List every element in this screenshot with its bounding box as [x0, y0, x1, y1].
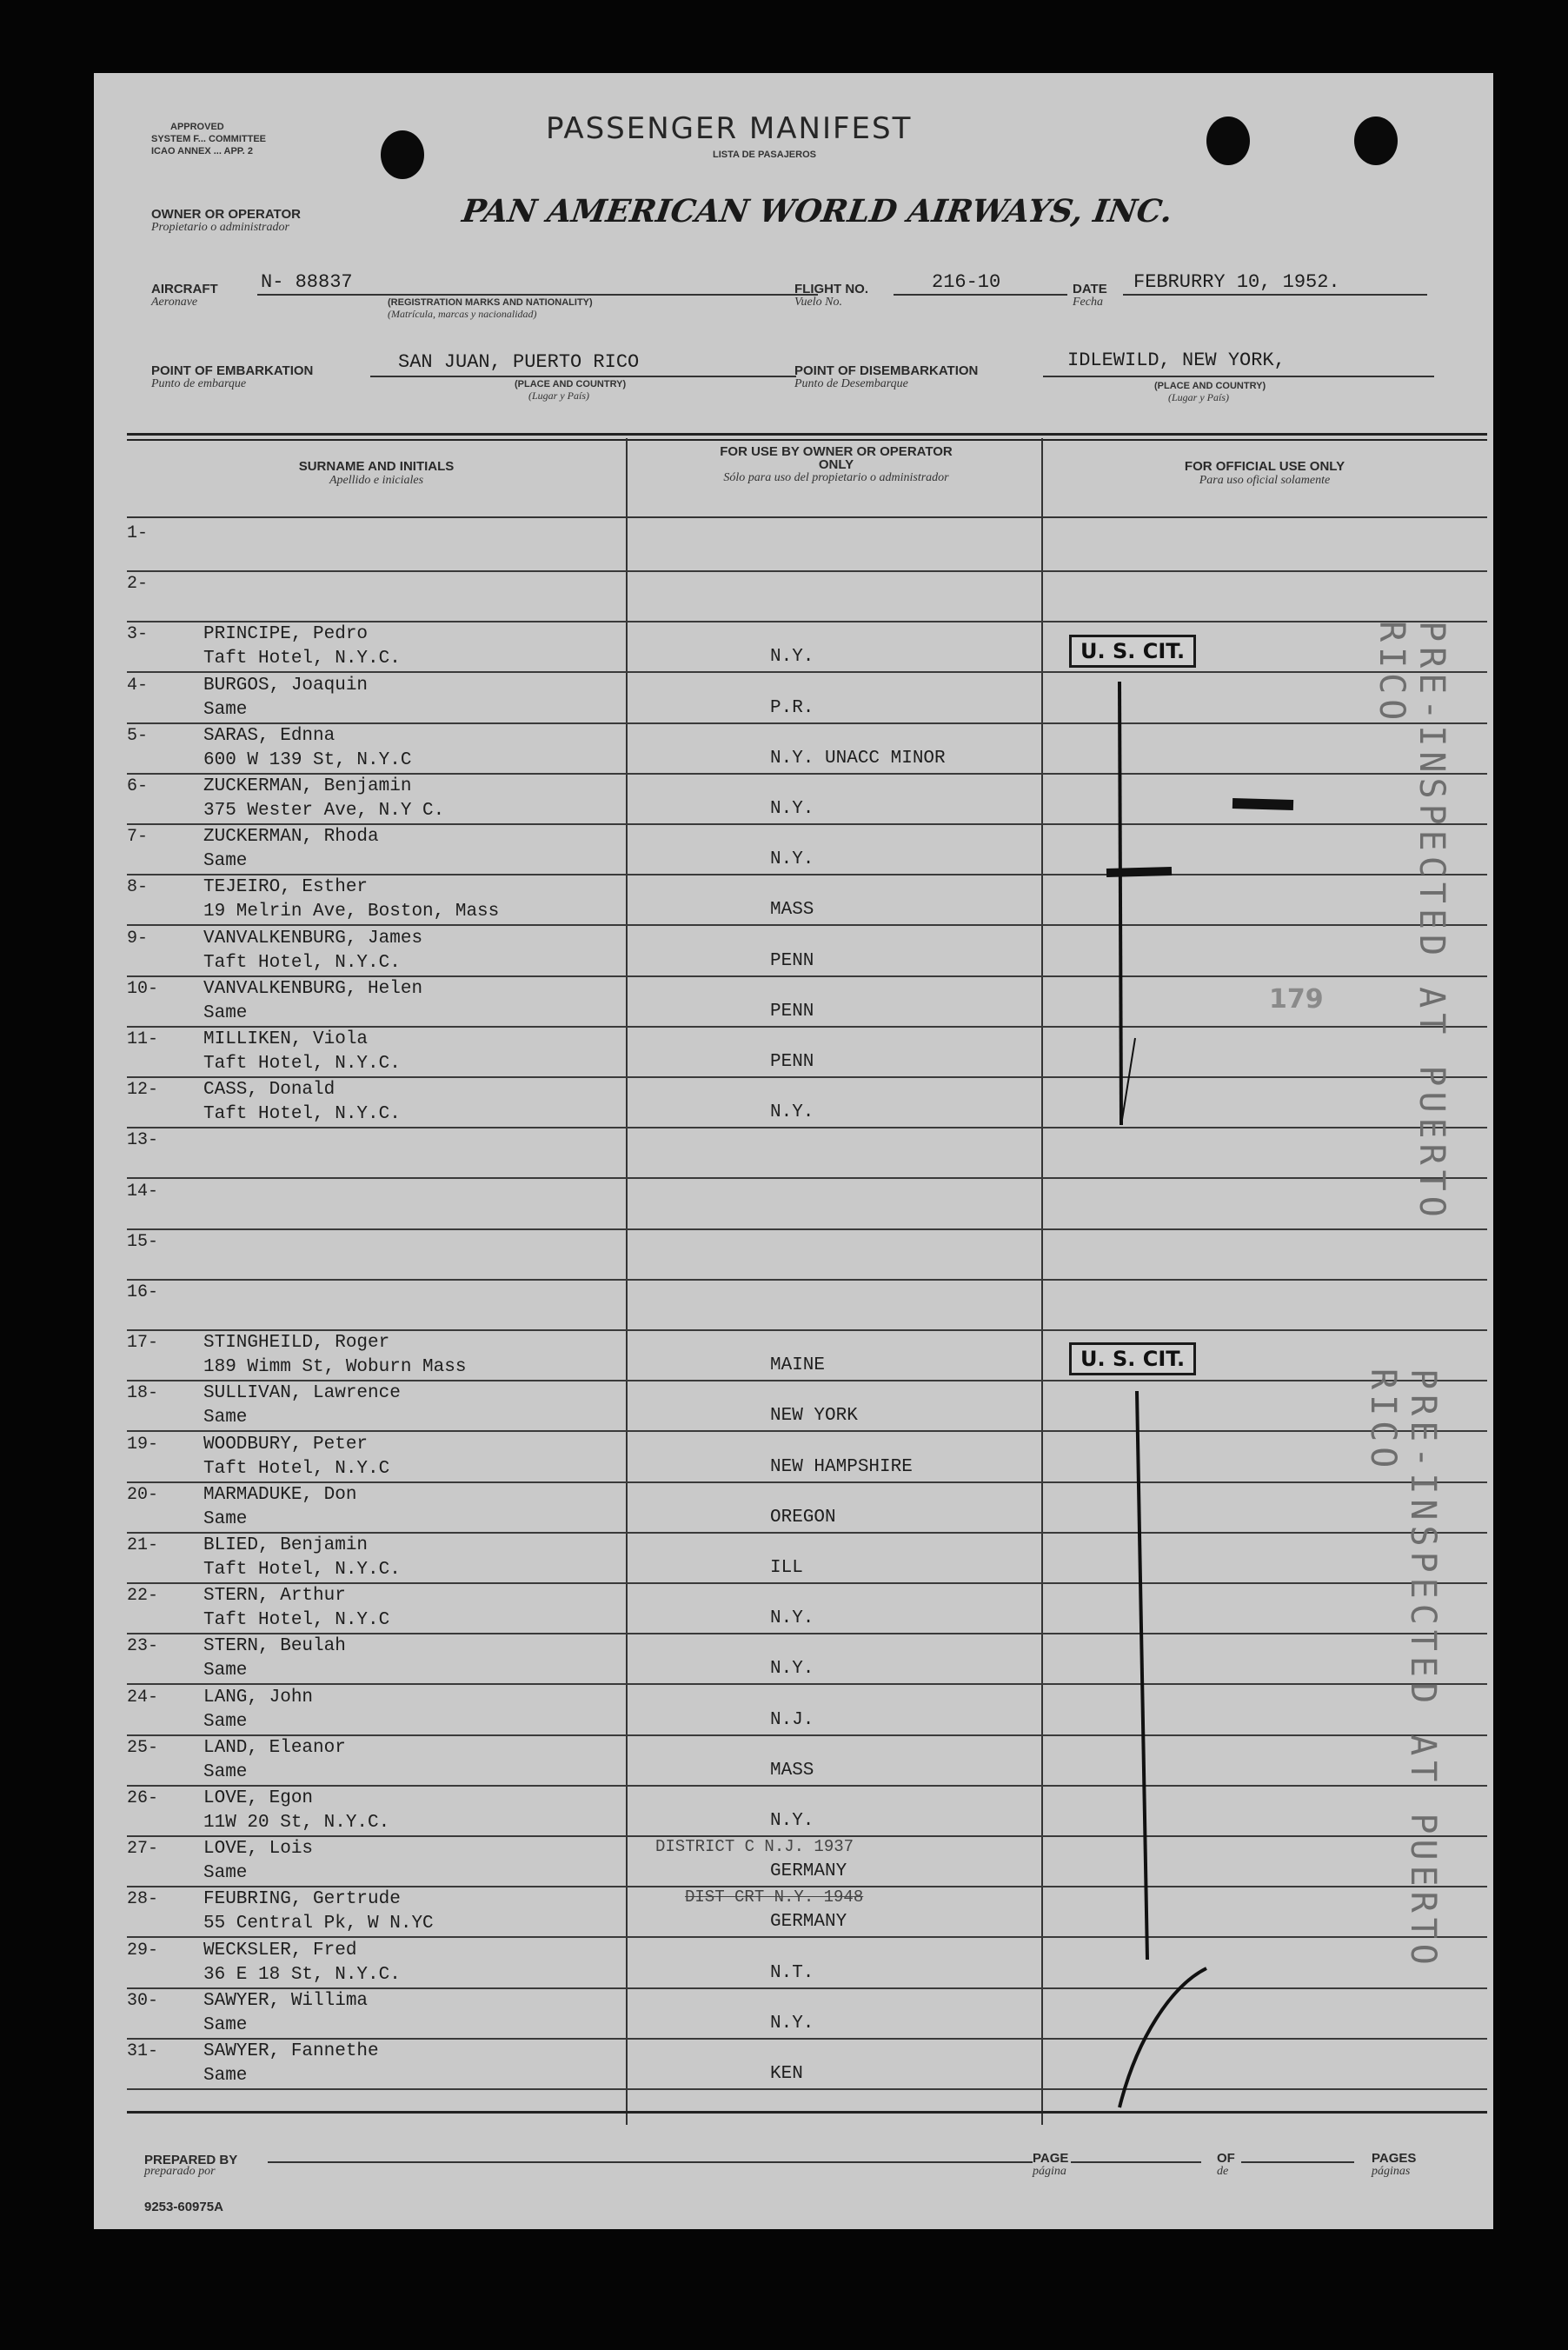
row-number: 21-	[127, 1535, 159, 1555]
page-number-mark: 179	[1269, 984, 1324, 1015]
passenger-name: ZUCKERMAN, Benjamin 375 Wester Ave, N.Y C.	[203, 776, 445, 821]
row-number: 13-	[127, 1130, 159, 1151]
passenger-state: KEN	[770, 2064, 803, 2084]
passenger-state: N.Y.	[770, 1608, 814, 1629]
prepared-label-es: preparado por	[144, 2165, 216, 2178]
passenger-state: MAINE	[770, 1355, 826, 1376]
registration-note-es: (Matrícula, marcas y nacionalidad)	[388, 308, 537, 320]
registration-note: (REGISTRATION MARKS AND NATIONALITY)	[388, 297, 593, 308]
disembark-label-es: Punto de Desembarque	[794, 377, 908, 390]
passenger-name: STERN, Arthur Taft Hotel, N.Y.C	[203, 1586, 390, 1631]
passenger-state: N.T.	[770, 1962, 814, 1983]
approval-line-1: APPROVED	[170, 122, 224, 132]
passenger-name: FEUBRING, Gertrude 55 Central Pk, W N.YC	[203, 1889, 434, 1934]
col1-header-text: SURNAME AND INITIALS	[298, 459, 455, 474]
passenger-name: WECKSLER, Fred 36 E 18 St, N.Y.C.	[203, 1940, 401, 1985]
passenger-name: BURGOS, Joaquin Same	[203, 675, 369, 720]
passenger-state: PENN	[770, 950, 814, 971]
date-label-es: Fecha	[1073, 296, 1103, 309]
row-number: 14-	[127, 1181, 159, 1202]
col2-header-text: FOR USE BY OWNER OR OPERATOR ONLY	[720, 444, 953, 472]
approval-line-2: SYSTEM F... COMMITTEE	[151, 134, 267, 144]
disembark-value: IDLEWILD, NEW YORK,	[1067, 350, 1286, 371]
passenger-name: SAWYER, Willima Same	[203, 1990, 369, 2035]
approval-line-3: ICAO ANNEX ... APP. 2	[151, 146, 253, 156]
row-number: 1-	[127, 523, 149, 543]
district-annotation: DIST CRT N.Y. 1948	[685, 1887, 864, 1907]
row-number: 24-	[127, 1687, 159, 1708]
passenger-state: PENN	[770, 1052, 814, 1072]
col3-header-es: Para uso oficial solamente	[1199, 474, 1331, 487]
passenger-state: N.Y.	[770, 799, 814, 819]
flight-label-es: Vuelo No.	[794, 296, 842, 309]
row-number: 19-	[127, 1434, 159, 1455]
aircraft-value: N- 88837	[261, 271, 353, 293]
passenger-name: ZUCKERMAN, Rhoda Same	[203, 827, 379, 872]
passenger-state: MASS	[770, 900, 814, 921]
date-label: DATE	[1073, 282, 1107, 296]
of-label: OF	[1217, 2151, 1235, 2166]
row-number: 28-	[127, 1889, 159, 1910]
col1-header-es: Apellido e iniciales	[329, 474, 424, 487]
passenger-state: N.Y.	[770, 849, 814, 870]
passenger-name: LANG, John Same	[203, 1687, 314, 1732]
passenger-name: LAND, Eleanor Same	[203, 1737, 346, 1782]
row-number: 25-	[127, 1737, 159, 1758]
col3-header-text: FOR OFFICIAL USE ONLY	[1184, 459, 1345, 474]
passenger-name: MILLIKEN, Viola Taft Hotel, N.Y.C.	[203, 1029, 401, 1074]
passenger-state: N.Y.	[770, 647, 814, 668]
passenger-state: OREGON	[770, 1507, 836, 1528]
passenger-name: STINGHEILD, Roger 189 Wimm St, Woburn Mass	[203, 1333, 467, 1378]
aircraft-label-es: Aeronave	[151, 296, 198, 309]
passenger-state: N.J.	[770, 1709, 814, 1730]
passenger-state: N.Y.	[770, 1811, 814, 1831]
passenger-state: MASS	[770, 1760, 814, 1781]
disembark-place-note: (PLACE AND COUNTRY)	[1154, 381, 1266, 391]
date-value: FEBRURRY 10, 1952.	[1133, 271, 1340, 293]
passenger-name: SARAS, Ednna 600 W 139 St, N.Y.C	[203, 725, 412, 770]
owner-label: OWNER OR OPERATOR	[151, 207, 301, 222]
passenger-name: WOODBURY, Peter Taft Hotel, N.Y.C	[203, 1434, 390, 1479]
row-number: 2-	[127, 574, 149, 595]
passenger-state: NEW HAMPSHIRE	[770, 1456, 913, 1477]
row-number: 3-	[127, 624, 149, 645]
form-number: 9253-60975A	[144, 2200, 223, 2214]
owner-label-es: Propietario o administrador	[151, 221, 289, 234]
disembark-place-note-es: (Lugar y País)	[1168, 391, 1229, 403]
row-number: 5-	[127, 725, 149, 746]
passenger-name: BLIED, Benjamin Taft Hotel, N.Y.C.	[203, 1535, 401, 1580]
of-label-es: de	[1217, 2165, 1229, 2178]
row-number: 18-	[127, 1383, 159, 1404]
row-number: 22-	[127, 1586, 159, 1607]
footer-rule	[127, 2111, 1487, 2114]
flight-label: FLIGHT NO.	[794, 282, 868, 296]
row-number: 30-	[127, 1990, 159, 2011]
passenger-state: P.R.	[770, 697, 814, 718]
row-number: 15-	[127, 1231, 159, 1252]
embark-label-es: Punto de embarque	[151, 377, 247, 390]
row-number: 6-	[127, 776, 149, 796]
manifest-sheet	[94, 73, 1493, 2229]
row-number: 31-	[127, 2041, 159, 2061]
embark-place-note: (PLACE AND COUNTRY)	[515, 379, 627, 389]
row-number: 16-	[127, 1282, 159, 1302]
passenger-state: N.Y. UNACC MINOR	[770, 748, 946, 769]
passenger-state: N.Y.	[770, 1102, 814, 1123]
passenger-state: ILL	[770, 1558, 803, 1578]
passenger-state: GERMANY	[770, 1912, 847, 1933]
district-annotation: DISTRICT C N.J. 1937	[655, 1837, 854, 1857]
passenger-name: LOVE, Egon 11W 20 St, N.Y.C.	[203, 1788, 390, 1833]
row-number: 4-	[127, 675, 149, 696]
of-underline	[1241, 2161, 1354, 2163]
disembark-label: POINT OF DISEMBARKATION	[794, 363, 979, 378]
pre-inspected-stamp: PRE-INSPECTED AT PUERTO RICO	[1372, 621, 1452, 1222]
passenger-name: TEJEIRO, Esther 19 Melrin Ave, Boston, Mass	[203, 877, 500, 922]
flight-value: 216-10	[932, 271, 1001, 293]
passenger-name: LOVE, Lois Same	[203, 1839, 314, 1884]
row-number: 17-	[127, 1333, 159, 1354]
passenger-name: MARMADUKE, Don Same	[203, 1484, 357, 1529]
passenger-state: NEW YORK	[770, 1406, 858, 1427]
form-title: PASSENGER MANIFEST	[546, 111, 913, 146]
embark-label: POINT OF EMBARKATION	[151, 363, 314, 378]
pre-inspected-stamp: PRE-INSPECTED AT PUERTO RICO	[1363, 1368, 1443, 1970]
col2-header-es: Sólo para uso del propietario o administrador	[723, 471, 949, 484]
row-number: 11-	[127, 1029, 159, 1049]
embark-place-note-es: (Lugar y País)	[528, 389, 589, 402]
airline-name: PAN AMERICAN WORLD AIRWAYS, INC.	[460, 193, 1175, 230]
us-citizen-stamp: U. S. CIT.	[1069, 1342, 1196, 1375]
row-number: 23-	[127, 1636, 159, 1657]
aircraft-label: AIRCRAFT	[151, 282, 218, 296]
page-label: PAGE	[1033, 2151, 1069, 2166]
passenger-name: PRINCIPE, Pedro Taft Hotel, N.Y.C.	[203, 624, 401, 669]
passenger-name: VANVALKENBURG, Helen Same	[203, 978, 423, 1023]
row-number: 9-	[127, 928, 149, 949]
passenger-name: SULLIVAN, Lawrence Same	[203, 1383, 401, 1428]
row-number: 12-	[127, 1080, 159, 1101]
passenger-state: GERMANY	[770, 1861, 847, 1882]
row-number: 26-	[127, 1788, 159, 1808]
page-underline	[1071, 2161, 1201, 2163]
row-number: 20-	[127, 1484, 159, 1505]
form-title-es: LISTA DE PASAJEROS	[713, 150, 816, 160]
handwritten-check-marks	[94, 73, 1493, 2229]
page-label-es: página	[1033, 2165, 1066, 2178]
passenger-name: STERN, Beulah Same	[203, 1636, 346, 1681]
passenger-name: CASS, Donald Taft Hotel, N.Y.C.	[203, 1080, 401, 1125]
row-number: 8-	[127, 877, 149, 898]
embark-value: SAN JUAN, PUERTO RICO	[398, 351, 640, 373]
row-number: 10-	[127, 978, 159, 999]
passenger-state: PENN	[770, 1001, 814, 1022]
row-number: 29-	[127, 1940, 159, 1961]
passenger-name: VANVALKENBURG, James Taft Hotel, N.Y.C.	[203, 928, 423, 973]
row-number: 27-	[127, 1839, 159, 1860]
prepared-underline	[268, 2161, 1033, 2163]
passenger-state: N.Y.	[770, 2013, 814, 2034]
us-citizen-stamp: U. S. CIT.	[1069, 635, 1196, 668]
prepared-label: PREPARED BY	[144, 2153, 238, 2167]
passenger-name: SAWYER, Fannethe Same	[203, 2041, 379, 2086]
row-number: 7-	[127, 827, 149, 848]
passenger-state: N.Y.	[770, 1659, 814, 1680]
pages-label: PAGES	[1372, 2151, 1417, 2166]
pages-label-es: páginas	[1372, 2165, 1411, 2178]
